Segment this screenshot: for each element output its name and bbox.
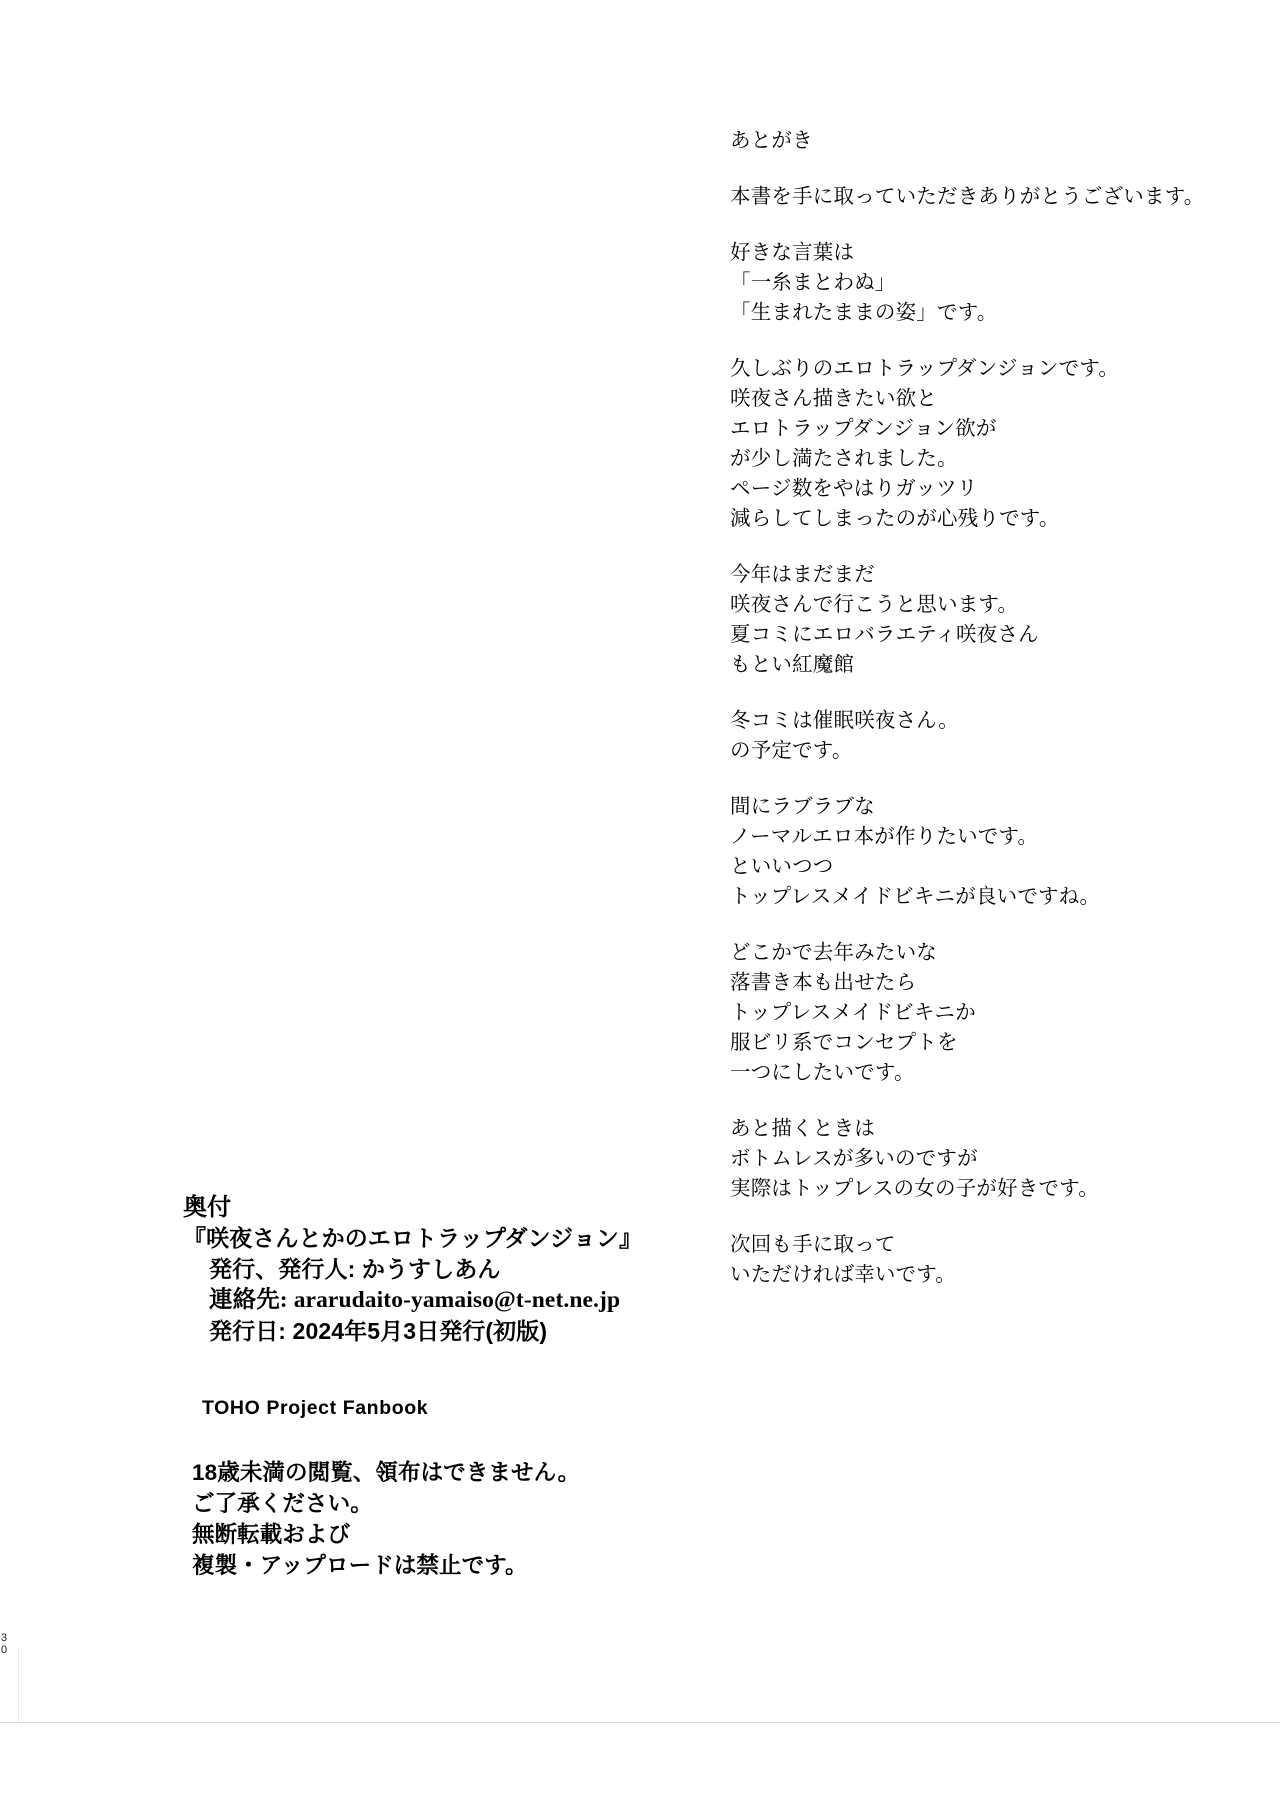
page-number-digit: 3 [1,1632,8,1644]
afterword-paragraph [730,238,1230,328]
afterword-line: もとい紅魔館 [730,653,855,676]
afterword-line: 夏コミにエロバラエティ咲夜さん [730,623,1039,646]
afterword-line: ボトムレスが多いのですが [730,1147,978,1170]
afterword-line: 久しぶりのエロトラップダンジョンです。 [730,357,1120,380]
afterword-line: 減らしてしまったのが心残りです。 [730,507,1060,530]
notice-line: 複製・アップロードは禁止です。 [192,1553,528,1578]
page-number [1,1632,13,1656]
colophon-title: 『咲夜さんとかのエロトラップダンジョン』 [183,1225,643,1251]
age-restriction-notice [192,1457,892,1581]
afterword-text-block [730,126,1230,1316]
afterword-line: ページ数をやはりガッツリ [730,477,978,500]
page-number-digit: 0 [1,1644,8,1656]
afterword-line: 「一糸まとわぬ」 [730,271,896,294]
afterword-line: が少し満たされました。 [730,447,958,470]
afterword-line: あとがき [730,129,813,152]
afterword-paragraph [730,792,1230,912]
afterword-line: 間にラブラブな [730,795,875,818]
page-trim-left-mark [18,1648,19,1723]
afterword-paragraph [730,126,1230,156]
afterword-line: トップレスメイドビキニか [730,1001,976,1024]
notice-line: ご了承ください。 [192,1491,373,1516]
afterword-line: 落書き本も出せたら [730,971,917,994]
afterword-paragraph [730,354,1230,534]
afterword-line: あと描くときは [730,1117,875,1140]
afterword-line: 次回も手に取って [730,1233,896,1256]
page-trim-edge [0,1722,1280,1723]
afterword-line: どこかで去年みたいな [730,941,937,964]
afterword-line: トップレスメイドビキニが良いですね。 [730,885,1101,908]
afterword-paragraph [730,706,1230,766]
afterword-paragraph [730,1114,1230,1204]
afterword-line: 冬コミは催眠咲夜さん。 [730,709,959,732]
colophon-publish-date: 発行日: 2024年5月3日発行(初版) [209,1318,548,1344]
colophon-publisher: 発行、発行人: かうすしあん [209,1256,501,1282]
afterword-line: の予定です。 [730,739,853,762]
afterword-line: 咲夜さん描きたい欲と [730,387,937,410]
afterword-paragraph [730,938,1230,1088]
afterword-line: 本書を手に取っていただきありがとうございます。 [730,185,1205,208]
afterword-line: 好きな言葉は [730,241,855,264]
afterword-line: 実際はトップレスの女の子が好きです。 [730,1177,1099,1200]
afterword-line: 咲夜さんで行こうと思います。 [730,593,1019,616]
fanbook-label: TOHO Project Fanbook [202,1397,429,1419]
afterword-paragraph [730,182,1230,212]
colophon-heading: 奥付 [183,1194,232,1221]
afterword-line: 「生まれたままの姿」です。 [730,301,998,324]
colophon-block [183,1192,943,1347]
afterword-paragraph [730,560,1230,680]
afterword-line: 今年はまだまだ [730,563,875,586]
afterword-line: エロトラップダンジョン欲が [730,417,997,440]
notice-line: 無断転載および [192,1522,351,1547]
colophon-contact-email: 連絡先: ararudaito-yamaiso@t-net.ne.jp [209,1287,621,1313]
afterword-line: ノーマルエロ本が作りたいです。 [730,825,1039,848]
afterword-line: いただければ幸いです。 [730,1263,957,1286]
afterword-line: 服ビリ系でコンセプトを [730,1031,958,1054]
afterword-line: といいつつ [730,855,834,878]
notice-line: 18歳未満の閲覧、領布はできません。 [192,1460,581,1485]
afterword-line: 一つにしたいです。 [730,1061,915,1084]
